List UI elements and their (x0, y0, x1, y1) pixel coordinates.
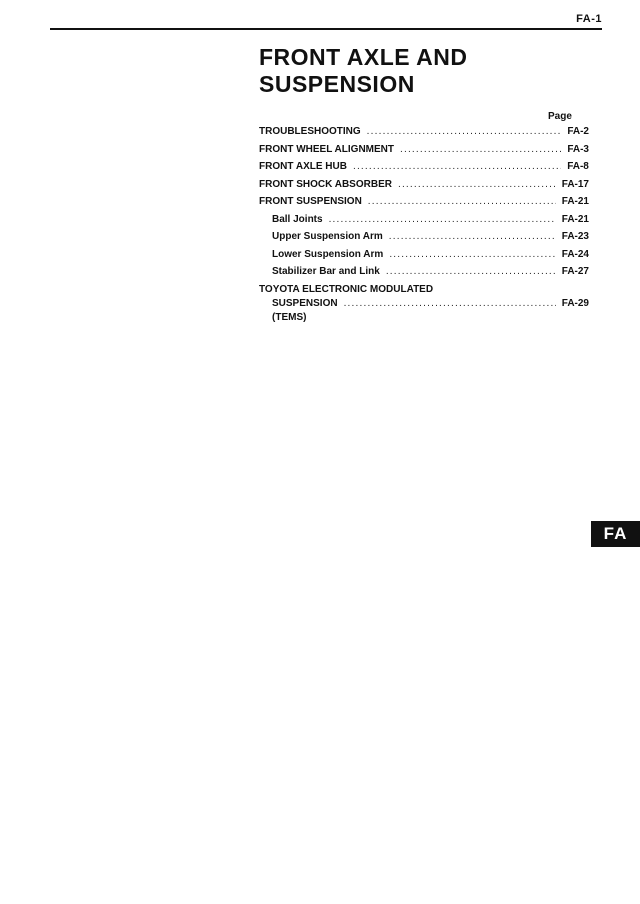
toc-entry-page: FA-8 (567, 161, 589, 172)
toc-entry-troubleshooting[interactable] (259, 126, 589, 144)
toc-leader (344, 298, 556, 309)
toc-entry-page: FA-21 (561, 213, 589, 225)
toc-entry-page: FA-27 (561, 266, 589, 277)
toc-entry-stabilizer-bar-and-link[interactable] (259, 266, 589, 284)
toc-entry-label: FRONT WHEEL ALIGNMENT (259, 143, 394, 155)
toc-entry-tems-line-2 (259, 298, 589, 312)
toc-entry-label: FRONT AXLE HUB (259, 161, 347, 172)
toc-entry-page: FA-24 (561, 248, 589, 260)
toc-entry-front-suspension[interactable] (259, 196, 589, 214)
toc-entry-tems-line-3: (TEMS) (272, 311, 307, 323)
header-rule (50, 28, 602, 30)
page-number: FA-1 (576, 13, 602, 25)
page-column-label: Page (548, 111, 572, 122)
toc-entry-page: FA-29 (561, 297, 589, 309)
toc-entry-label: Upper Suspension Arm (272, 231, 383, 242)
toc-entry-label: Lower Suspension Arm (272, 248, 384, 260)
toc-entry-label: TROUBLESHOOTING (259, 126, 361, 137)
toc-leader (367, 126, 562, 137)
toc-entry-upper-suspension-arm[interactable] (259, 231, 589, 249)
toc-entry-page: FA-2 (567, 126, 589, 137)
toc-leader (398, 179, 556, 190)
toc-entry-tems[interactable] (259, 284, 589, 326)
toc-leader (389, 249, 555, 260)
toc-leader (400, 144, 561, 155)
title-line-2: SUSPENSION (259, 71, 415, 97)
toc-entry-lower-suspension-arm[interactable] (259, 249, 589, 267)
toc-entry-label: FRONT SHOCK ABSORBER (259, 178, 392, 190)
toc-leader (368, 196, 556, 207)
toc-entry-front-axle-hub[interactable] (259, 161, 589, 179)
toc-entry-ball-joints[interactable] (259, 214, 589, 232)
section-tab-marker (591, 521, 640, 547)
toc-entry-page: FA-3 (567, 143, 589, 155)
table-of-contents (259, 126, 589, 326)
toc-entry-label: FRONT SUSPENSION (259, 196, 362, 207)
page-title (259, 44, 579, 98)
toc-leader (329, 214, 556, 225)
toc-leader (389, 231, 556, 242)
toc-entry-front-shock-absorber[interactable] (259, 179, 589, 197)
toc-leader (353, 161, 561, 172)
toc-leader (386, 266, 556, 277)
toc-entry-tems-line-1: TOYOTA ELECTRONIC MODULATED (259, 283, 434, 295)
toc-entry-page: FA-21 (561, 196, 589, 207)
section-tab-label: FA (603, 524, 628, 543)
title-line-1: FRONT AXLE AND (259, 44, 468, 70)
toc-entry-front-wheel-alignment[interactable] (259, 144, 589, 162)
toc-entry-page: FA-17 (561, 178, 589, 190)
toc-entry-label: Stabilizer Bar and Link (272, 266, 380, 277)
toc-entry-label: SUSPENSION (272, 297, 338, 309)
toc-entry-label: Ball Joints (272, 213, 323, 225)
toc-entry-page: FA-23 (561, 231, 589, 242)
